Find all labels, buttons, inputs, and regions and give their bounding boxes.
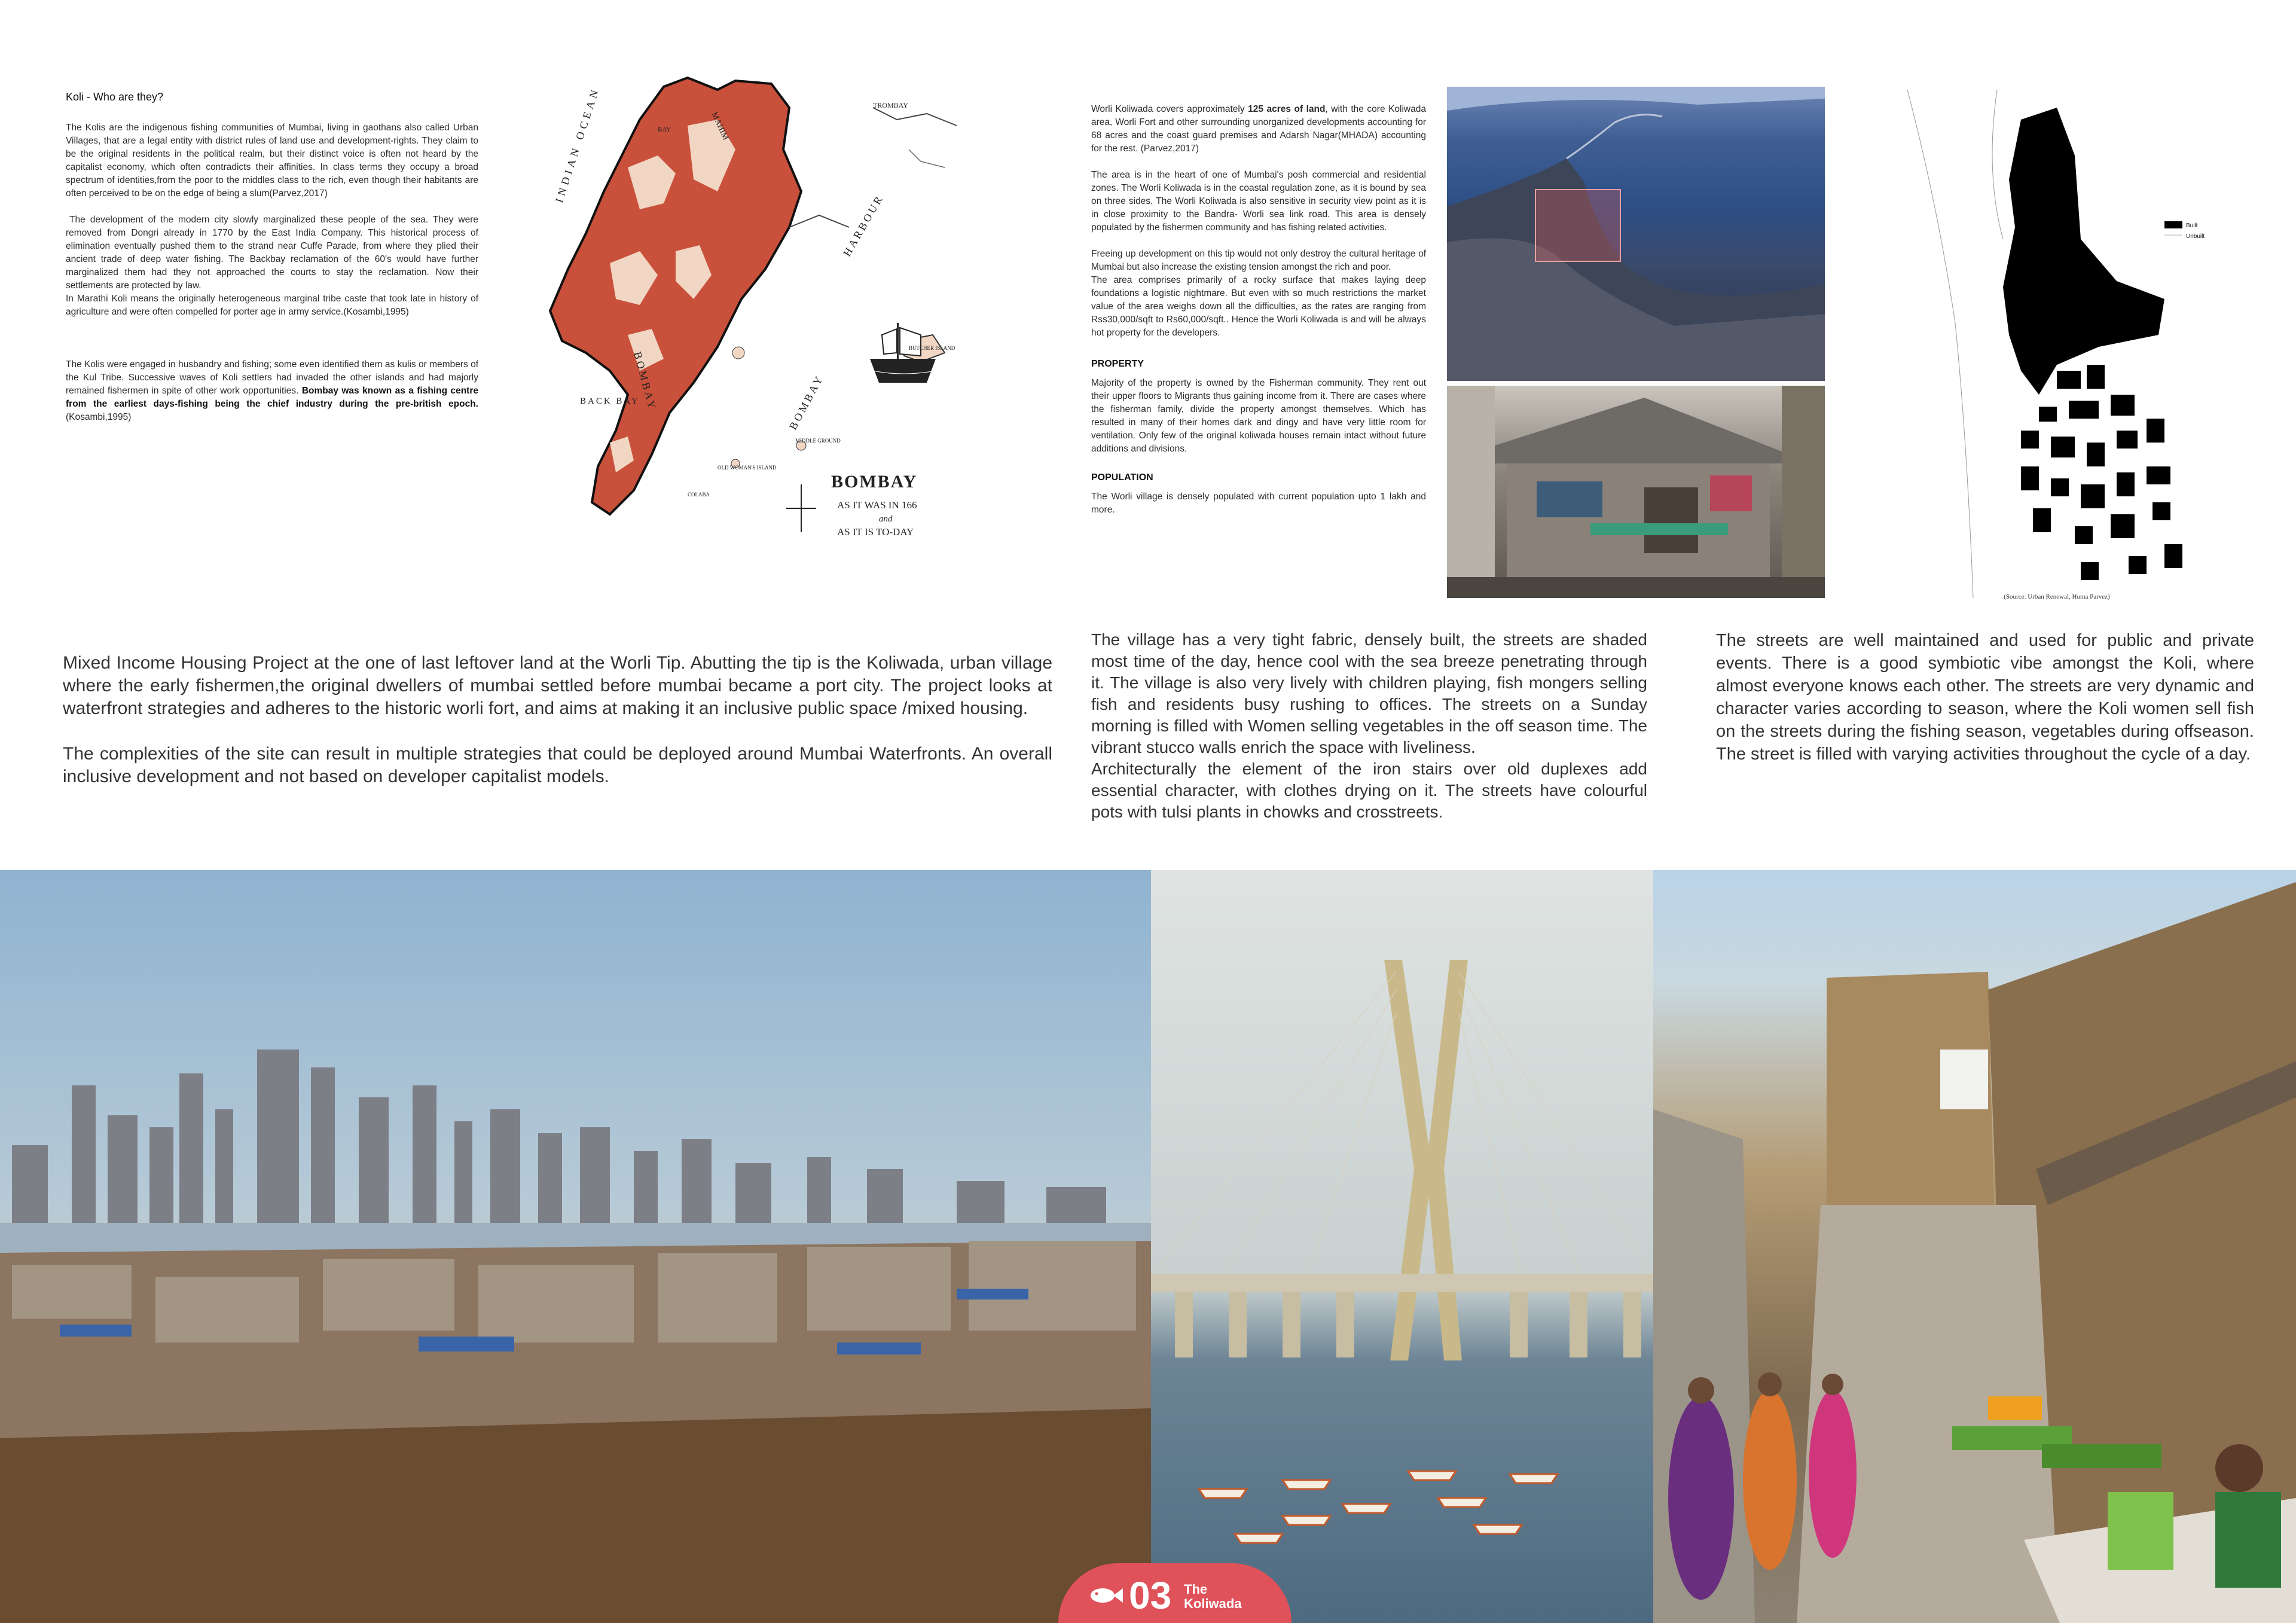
- map-label-old-womans-island: OLD WOMAN'S ISLAND: [718, 465, 777, 471]
- figure-ground-source: (Source: Urban Renewal, Huma Parvez): [2004, 593, 2110, 600]
- map-label-harbour: HARBOUR: [841, 192, 886, 258]
- worli-paragraph-4: The area comprises primarily of a rocky surface that makes laying deep foundations a logistic nightmare. But even with so much restrictions the market value of the area weighs down all the difficulties, as the rates are ranging from Rss30,000/sqft to Rs60,000/sqft.. Hence the Worli Koliwada is and will be always hot property for the developers.: [1091, 275, 1426, 338]
- koli-paragraph-2: The development of the modern city slowly marginalized these people of the sea. They were removed from Dongri already in 1770 by the East India Company. This historical process of elimination eventually pushed them to the strand near Cuffe Parade, from where they plied their ancient trade of deep water fishing. The Backbay reclamation of the 60's would have further marginalized them had they not approached the courts to stay the reclamation. Now their settlements are protected by law.: [66, 215, 478, 291]
- map-label-butcher-island: BUTCHER ISLAND: [909, 345, 955, 351]
- photo-mumbai-skyline: [0, 870, 1151, 1623]
- population-heading: POPULATION: [1091, 472, 1153, 483]
- map-label-colaba: COLABA: [688, 492, 710, 498]
- koli-paragraph-3: In Marathi Koli means the originally heterogeneous marginal tribe caste that took late in history of agriculture and were often compelled for porter age in army service.(Kosambi,1995): [66, 294, 478, 317]
- chapter-title-line-1: The: [1184, 1582, 1208, 1597]
- intro-section: [63, 652, 1052, 788]
- figure-ground-drawing: [1901, 84, 2212, 598]
- worli-highlight-box: [1535, 190, 1620, 261]
- chapter-number: 03: [1129, 1574, 1172, 1617]
- worli-paragraph-1: Worli Koliwada covers approximately 125 acres of land, with the core Koliwada area, Worli Fort and other surrounding unorganized developments accounting for 68 acres and the coast guard premises and Adarsh Nagar(MHADA) accounting for the rest. (Parvez,2017): [1091, 104, 1426, 154]
- map-label-bay: BAY: [658, 126, 671, 133]
- aerial-photo-worli: [1447, 87, 1825, 381]
- streets-section: [1716, 629, 2254, 765]
- map-label-middle-ground: MIDDLE GROUND: [795, 438, 841, 444]
- fish-icon: [1089, 1586, 1123, 1605]
- map-label-mahim: MAHIM: [709, 111, 731, 142]
- photo-koliwada-house: [1447, 386, 1825, 598]
- legend-unbuilt-label: Unbuilt: [2186, 233, 2205, 240]
- worli-section: [1091, 103, 1426, 517]
- map-subtitle-2: and: [879, 514, 893, 524]
- map-label-trombay: TROMBAY: [873, 101, 908, 109]
- village-section: [1091, 629, 1647, 823]
- koli-section: [66, 91, 478, 424]
- worli-paragraph-3: Freeing up development on this tip would not only destroy the cultural heritage of Mumbai but also increase the existing tension amongst the rich and poor.: [1091, 249, 1426, 272]
- koli-paragraph-1: The Kolis are the indigenous fishing communities of Mumbai, living in gaothans also called Urban Villages, that are a legal entity with district rules of land use and development-rights. They claim to be the original residents in the political realm, but their distinct voice is often not heard by the capitalist economy, which often contradicts their affinities. In class terms they occupy a broad spectrum of identities,from the poor to the middles class to the rich, even though their habitants are often perceived to be on the edge of being a slum(Parvez,2017): [66, 123, 478, 199]
- map-drawing: [538, 72, 975, 556]
- koli-paragraph-4: The Kolis were engaged in husbandry and fishing; some even identified them as kulis or members of the Kul Tribe. Successive waves of Koli settlers had invaded the other islands and had majorly remained fishermen in spite of other work opportunities. Bombay was known as a fishing centre from the earliest days-fishing being the chief industry during the pre-british epoch.(Kosambi,1995): [66, 359, 478, 422]
- legend-built-label: Built: [2186, 222, 2198, 229]
- property-heading: PROPERTY: [1091, 359, 1144, 369]
- historic-bombay-map: [538, 72, 975, 556]
- map-subtitle-3: AS IT IS TO-DAY: [837, 526, 914, 538]
- streets-paragraph-1: The streets are well maintained and used for public and private events. There is a good symbiotic vibe amongst the Koli, where almost everyone knows each other. The streets are very dynamic and character varies according to season, where the Koli women sell fish on the streets during the fishing season, vegetables during offseason. The street is filled with varying activities throughout the cycle of a day.: [1716, 631, 2254, 764]
- photo-koliwada-street: [1653, 870, 2296, 1623]
- property-text: Majority of the property is owned by the Fisherman community. They rent out their upper floors to Migrants thus gaining income from it. There are cases where the fisherman family, divide the property amongst themselves. Which has resulted in many of their homes dark and dingy and have very little room for ventilation. Only few of the original koliwada houses remain intact without future additions and divisions.: [1091, 378, 1426, 454]
- village-paragraph-2: Architecturally the element of the iron stairs over old duplexes add essential character, with clothes drying on it. The streets have colourful pots with tulsi plants in chowks and crosstreets.: [1091, 759, 1647, 821]
- worli-paragraph-2: The area is in the heart of one of Mumbai's posh commercial and residential zones. The Worli Koliwada is in the coastal regulation zone, as it is bound by sea on three sides. The Worli Koliwada is also sensitive in security view point as it is in close proximity to the Bandra- Worli sea link road. This area is densely populated by the fishermen community and has fishing related activities.: [1091, 170, 1426, 233]
- map-subtitle-1: AS IT WAS IN 166: [837, 499, 917, 511]
- photo-sea-link: [1151, 870, 1653, 1623]
- map-label-indian-ocean: INDIAN OCEAN: [552, 85, 602, 205]
- map-title: BOMBAY: [831, 472, 918, 492]
- legend-unbuilt-swatch: [2164, 234, 2182, 236]
- koli-heading: Koli - Who are they?: [66, 91, 164, 103]
- population-text: The Worli village is densely populated with current population upto 1 lakh and more.: [1091, 492, 1426, 515]
- legend-built-swatch: [2164, 221, 2182, 228]
- map-label-bombay-harbour: BOMBAY: [786, 372, 826, 432]
- intro-paragraph-2: The complexities of the site can result in multiple strategies that could be deployed around Mumbai Waterfronts. An overall inclusive development and not based on developer capitalist models.: [63, 744, 1052, 786]
- map-label-back-bay: BACK BAY: [580, 396, 640, 406]
- map-label-bombay-island: BOMBAY: [631, 350, 659, 412]
- chapter-tab: [1058, 1563, 1292, 1623]
- chapter-title-line-2: Koliwada: [1184, 1596, 1242, 1611]
- map-island: [550, 78, 801, 514]
- village-paragraph-1: The village has a very tight fabric, densely built, the streets are shaded most time of the day, hence cool with the sea breeze penetrating through it. The village is also very lively with children playing, fish mongers selling fish and residents busy rushing to offices. The streets on a Sunday morning is filled with Women selling vegetables in the off season time. The vibrant stucco walls enrich the space with liveliness.: [1091, 630, 1647, 756]
- figure-ground-map: [1901, 84, 2212, 610]
- intro-paragraph-1: Mixed Income Housing Project at the one of last leftover land at the Worli Tip. Abutting the tip is the Koliwada, urban village where the early fishermen,the original dwellers of mumbai settled before mumbai became a port city. The project looks at waterfront strategies and adheres to the historic worli fort, and aims at making it an inclusive public space /mixed housing.: [63, 653, 1052, 718]
